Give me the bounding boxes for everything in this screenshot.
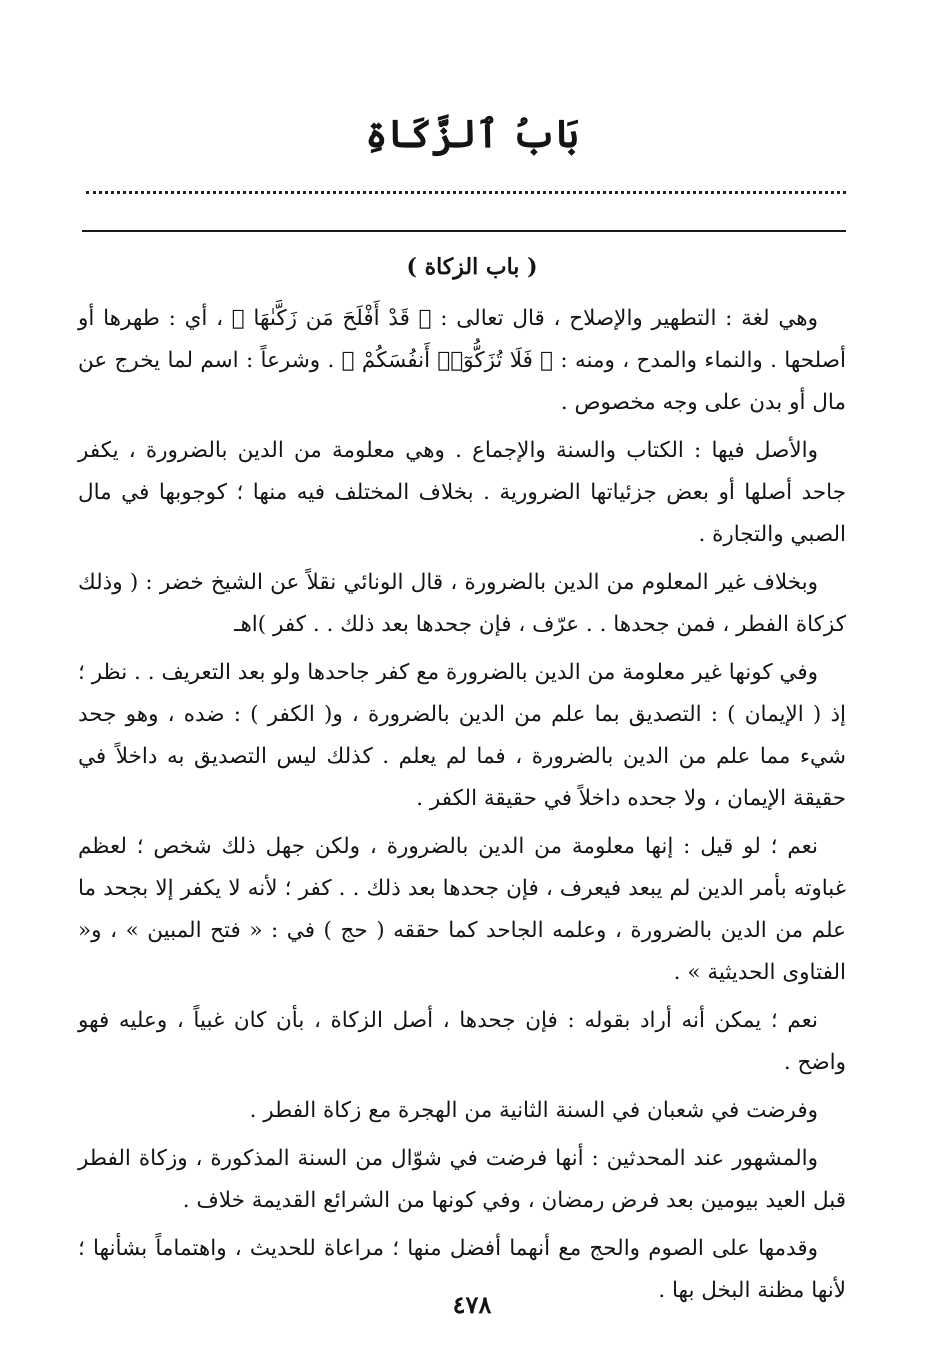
- paragraph: نعم ؛ لو قيل : إنها معلومة من الدين بالضرورة ، ولكن جهل ذلك شخص ؛ لعظم غباوته بأمر الدين لم يبعد فيعرف ، فإن جحدها بعد ذلك . . كفر ؛ لأنه لا يكفر إلا بجحد ما علم من الدين بالضرورة ، وعلمه الجاحد كما حققه ( حج ) في : « فتح المبين » ، و« الفتاوى الحديثية » .: [78, 834, 846, 985]
- paragraph: والمشهور عند المحدثين : أنها فرضت في شوّال من السنة المذكورة ، وزكاة الفطر قبل العيد بيومين بعد فرض رمضان ، وفي كونها من الشرائع القديمة خلاف .: [78, 1146, 846, 1213]
- paragraph: نعم ؛ يمكن أنه أراد بقوله : فإن جحدها ، أصل الزكاة ، بأن كان غبياً ، وعليه فهو واضح .: [78, 1008, 846, 1075]
- paragraph: والأصل فيها : الكتاب والسنة والإجماع . وهي معلومة من الدين بالضرورة ، يكفر جاحد أصلها أو بعض جزئياتها الضرورية . بخلاف المختلف فيه منها ؛ كوجوبها في مال الصبي والتجارة .: [78, 438, 846, 547]
- horizontal-rule: [82, 230, 846, 232]
- chapter-title: بَابُ ٱلزَّكَاةِ: [365, 111, 579, 156]
- dotted-text-placeholder: [86, 172, 846, 194]
- page-number: ٤٧٨: [452, 1290, 492, 1319]
- section-heading: ( باب الزكاة ): [406, 254, 538, 280]
- paragraph: وهي لغة : التطهير والإصلاح ، قال تعالى : ﴿ قَدْ أَفْلَحَ مَن زَكَّىٰهَا ﴾ ، أي : طهرها أو أصلحها . والنماء والمدح ، ومنه : ﴿ فَلَا تُزَكُّوٓا۟ أَنفُسَكُمْ ﴾ . وشرعاً : اسم لما يخرج عن مال أو بدن على وجه مخصوص .: [78, 306, 846, 415]
- commentary-body: [78, 298, 846, 1318]
- paragraph: وبخلاف غير المعلوم من الدين بالضرورة ، قال الونائي نقلاً عن الشيخ خضر : ( وذلك كزكاة الفطر ، فمن جحدها . . عرّف ، فإن جحدها بعد ذلك . . كفر )اهـ: [78, 570, 846, 637]
- paragraph: وقدمها على الصوم والحج مع أنهما أفضل منها ؛ مراعاة للحديث ، واهتماماً بشأنها ؛ لأنها مظنة البخل بها .: [78, 1236, 846, 1303]
- paragraph: وفي كونها غير معلومة من الدين بالضرورة مع كفر جاحدها ولو بعد التعريف . . نظر ؛ إذ ( الإيمان ) : التصديق بما علم من الدين بالضرورة ، و( الكفر ) : ضده ، وهو جحد شيء مما علم من الدين بالضرورة ، فما لم يعلم . كذلك ليس التصديق به داخلاً في حقيقة الإيمان ، ولا جحده داخلاً في حقيقة الكفر .: [78, 660, 846, 811]
- paragraph: وفرضت في شعبان في السنة الثانية من الهجرة مع زكاة الفطر .: [249, 1098, 818, 1123]
